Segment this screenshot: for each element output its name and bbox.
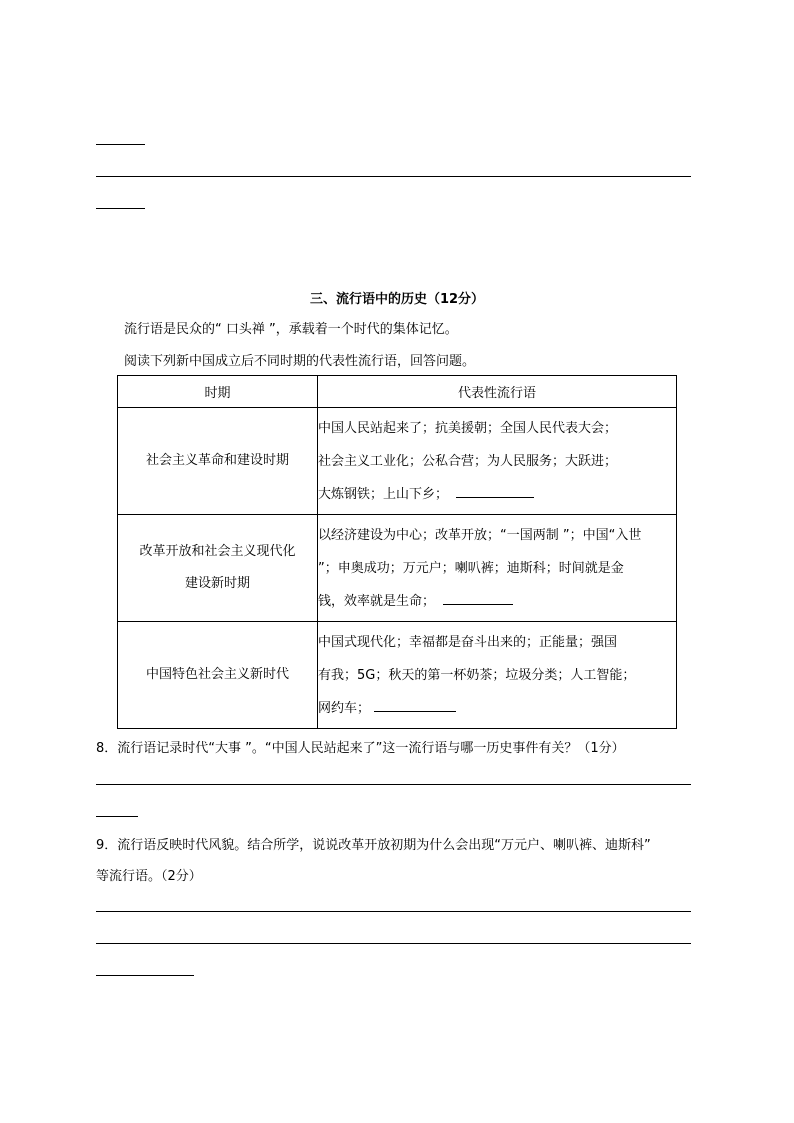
table-row: [118, 408, 677, 515]
phrase-line: 有我；5G；秋天的第一杯奶茶；垃圾分类；人工智能；: [318, 667, 636, 683]
period-cell: 社会主义革命和建设时期: [118, 408, 318, 515]
phrases-cell: [318, 622, 677, 729]
phrase-text: 钱，效率就是生命；: [318, 593, 436, 609]
fill-in-blank[interactable]: [443, 590, 513, 605]
phrase-line-with-blank: [318, 585, 676, 618]
section-title: 三、流行语中的历史（12分）: [309, 292, 485, 307]
phrase-line: ”；申奥成功；万元户；喇叭裤；迪斯科；时间就是金: [318, 560, 624, 576]
phrase-line-with-blank: [318, 478, 676, 511]
answer-line-short[interactable]: [96, 208, 145, 209]
header-phrases: 代表性流行语: [318, 376, 677, 408]
header-period: 时期: [118, 376, 318, 408]
instruction-paragraph: 阅读下列新中国成立后不同时期的代表性流行语，回答问题。: [124, 354, 476, 369]
phrase-line: 以经济建设为中心；改革开放；“一国两制 ”；中国“入世: [318, 527, 642, 543]
phrase-line: 中国人民站起来了；抗美援朝；全国人民代表大会；: [318, 420, 618, 436]
intro-paragraph: 流行语是民众的“ 口头禅 ”，承载着一个时代的集体记忆。: [124, 322, 458, 337]
table-header-row: [118, 376, 677, 408]
period-line: 改革开放和社会主义现代化: [139, 544, 296, 559]
phrases-cell: [318, 408, 677, 515]
answer-line-short-top[interactable]: [96, 144, 145, 145]
question-9: 9．流行语反映时代风貌。结合所学，说说改革开放初期为什么会出现“万元户、喇叭裤、迪斯科”: [96, 838, 651, 853]
phrase-text: 网约车；: [318, 700, 371, 716]
answer-line-short[interactable]: [96, 816, 138, 817]
phrases-cell: [318, 515, 677, 622]
answer-line-short[interactable]: [96, 975, 194, 976]
phrase-text: 大炼钢铁；上山下乡；: [318, 486, 449, 502]
answer-line-full[interactable]: [96, 176, 691, 177]
answer-line-full[interactable]: [96, 911, 691, 912]
period-cell: 中国特色社会主义新时代: [118, 622, 318, 729]
table-row: [118, 515, 677, 622]
fill-in-blank[interactable]: [374, 697, 456, 712]
answer-line-full[interactable]: [96, 943, 691, 944]
slang-table: [117, 375, 677, 729]
table-row: [118, 622, 677, 729]
phrase-line: 中国式现代化；幸福都是奋斗出来的；正能量；强国: [318, 634, 618, 650]
phrase-line: 社会主义工业化；公私合营；为人民服务；大跃进；: [318, 453, 618, 469]
period-line: 建设新时期: [184, 576, 250, 591]
fill-in-blank[interactable]: [456, 483, 534, 498]
phrase-line-with-blank: [318, 692, 676, 725]
question-8: 8．流行语记录时代“大事 ”。“中国人民站起来了”这一流行语与哪一历史事件有关？（1分）: [96, 741, 625, 756]
question-9-continued: 等流行语。（2分）: [96, 869, 202, 884]
answer-line-full[interactable]: [96, 784, 691, 785]
period-cell: [118, 515, 318, 622]
